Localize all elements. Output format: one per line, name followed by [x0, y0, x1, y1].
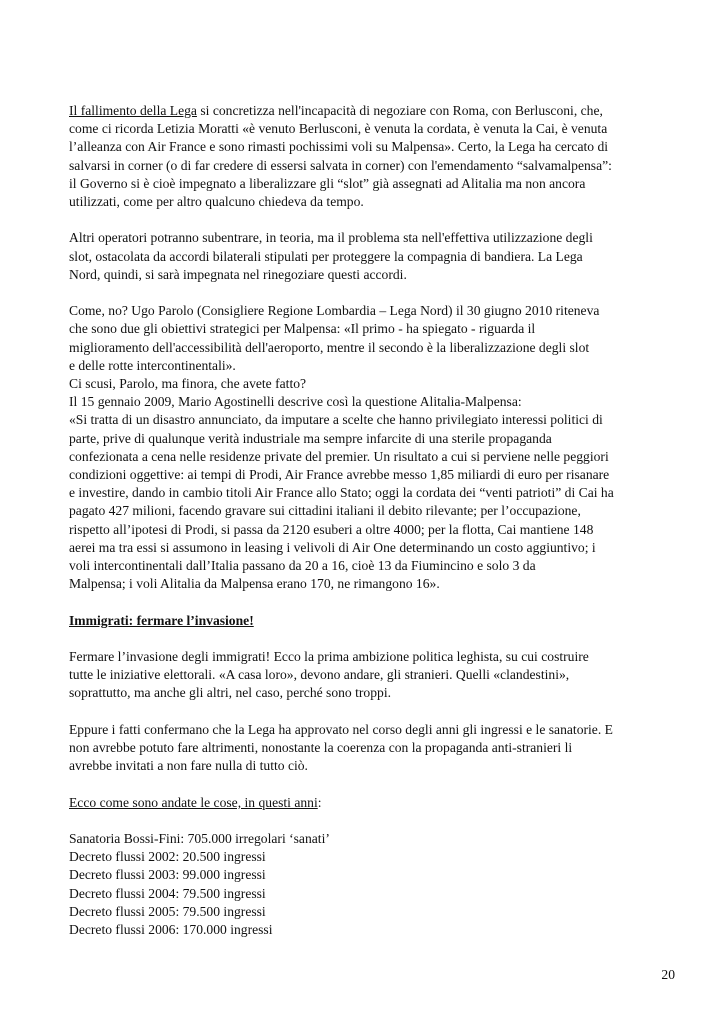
text-line — [69, 794, 669, 812]
list-item: Sanatoria Bossi-Fini: 705.000 irregolari ‘sanati’ — [69, 831, 330, 847]
text-line: non avrebbe potuto fare altrimenti, nonostante la coerenza con la propaganda anti-stranieri li — [69, 740, 573, 756]
list-item: Decreto flussi 2005: 79.500 ingressi — [69, 903, 266, 919]
text-fragment: si concretizza nell'incapacità di negoziare con Roma, con Berlusconi, che, — [196, 103, 603, 118]
text-line: Come, no? Ugo Parolo (Consigliere Regione Lombardia – Lega Nord) il 30 giugno 2010 riteneva — [69, 303, 600, 319]
text-line — [69, 102, 669, 120]
text-line: aerei ma tra essi si assumono in leasing i velivoli di Air One determinando un costo aggiuntivo; i — [69, 539, 596, 555]
list-decreti — [69, 830, 669, 939]
paragraph-lega-failure — [69, 102, 669, 211]
text-fragment: : — [317, 794, 322, 810]
text-line: utilizzati, come per altro qualcuno chiedeva da tempo. — [69, 194, 364, 210]
text-line: avrebbe invitati a non fare nulla di tutto ciò. — [69, 758, 308, 774]
text-line: Nord, quindi, si sarà impegnata nel rinegoziare questi accordi. — [69, 266, 407, 282]
text-line: pagato 427 milioni, facendo gravare sui cittadini italiani il debito rilevante; per l’occupazione, — [69, 503, 581, 519]
text-line: condizioni oggettive: ai tempi di Prodi, Air France avrebbe messo 1,85 miliardi di euro per risanare — [69, 467, 610, 483]
text-line: Ci scusi, Parolo, ma finora, che avete fatto? — [69, 376, 307, 392]
text-line: Il 15 gennaio 2009, Mario Agostinelli descrive così la questione Alitalia-Malpensa: — [69, 394, 522, 410]
text-line: Malpensa; i voli Alitalia da Malpensa erano 170, ne rimangono 16». — [69, 576, 440, 592]
paragraph-other-operators — [69, 229, 669, 284]
text-line: salvarsi in corner (o di far credere di essersi salvata in corner) con l'emendamento “salvamalpensa”: — [69, 157, 612, 173]
paragraph-intro-list — [69, 794, 669, 812]
text-line: Eppure i fatti confermano che la Lega ha approvato nel corso degli anni gli ingressi e le sanatorie. E — [69, 721, 613, 737]
paragraph-parolo-agostinelli — [69, 302, 669, 593]
text-line: Altri operatori potranno subentrare, in teoria, ma il problema sta nell'effettiva utilizzazione degli — [69, 230, 593, 246]
list-item: Decreto flussi 2003: 99.000 ingressi — [69, 867, 266, 883]
section-heading — [69, 612, 669, 630]
underlined-intro: Ecco come sono andate le cose, in questi anni — [69, 794, 318, 810]
document-body — [69, 102, 669, 939]
text-line: come ci ricorda Letizia Moratti «è venuto Berlusconi, è venuta la cordata, è venuta la Cai, è venuta — [69, 121, 608, 137]
text-line: parte, prive di qualunque verità industriale ma sempre infarcite di una sterile propaganda — [69, 430, 552, 446]
paragraph-invasion — [69, 648, 669, 703]
page-number: 20 — [661, 967, 675, 982]
underlined-lead: Il fallimento della Lega — [69, 103, 197, 118]
heading-immigrati: Immigrati: fermare l’invasione! — [69, 612, 254, 628]
text-line: miglioramento dell'accessibilità dell'aeroporto, mentre il secondo è la liberalizzazione degli slot — [69, 339, 590, 355]
text-line: e investire, dando in cambio titoli Air France allo Stato; oggi la cordata dei “venti patrioti” di Cai ha — [69, 485, 614, 501]
text-line: che sono due gli obiettivi strategici per Malpensa: «Il primo - ha spiegato - riguarda il — [69, 321, 536, 337]
text-line: Fermare l’invasione degli immigrati! Ecco la prima ambizione politica leghista, su cui costruire — [69, 649, 589, 665]
text-line: voli intercontinentali dall’Italia passano da 20 a 16, cioè 13 da Fiumincino e solo 3 da — [69, 558, 536, 574]
text-line: slot, ostacolata da accordi bilaterali stipulati per proteggere la compagnia di bandiera. La Lega — [69, 248, 583, 264]
list-item: Decreto flussi 2002: 20.500 ingressi — [69, 849, 266, 865]
text-line: rispetto all’ipotesi di Prodi, si passa da 2120 esuberi a oltre 4000; per la flotta, Cai mantiene 148 — [69, 521, 594, 537]
text-line: il Governo si è cioè impegnato a liberalizzare gli “slot” già assegnati ad Alitalia ma non ancora — [69, 175, 586, 191]
text-line: e delle rotte intercontinentali». — [69, 357, 236, 373]
list-item: Decreto flussi 2006: 170.000 ingressi — [69, 922, 273, 938]
text-line: confezionata a cena nelle residenze private del premier. Un risultato a cui si perviene nelle peggiori — [69, 448, 609, 464]
text-line: soprattutto, ma anche gli altri, nel caso, perché sono troppi. — [69, 685, 392, 701]
text-line: tutte le iniziative elettorali. «A casa loro», devono andare, gli stranieri. Quelli «clandestini», — [69, 667, 570, 683]
text-line: l’alleanza con Air France e sono rimasti pochissimi voli su Malpensa». Certo, la Lega ha cercato di — [69, 139, 609, 155]
paragraph-sanatorie — [69, 721, 669, 776]
text-line: «Si tratta di un disastro annunciato, da imputare a scelte che hanno privilegiato interessi politici di — [69, 412, 603, 428]
list-item: Decreto flussi 2004: 79.500 ingressi — [69, 885, 266, 901]
